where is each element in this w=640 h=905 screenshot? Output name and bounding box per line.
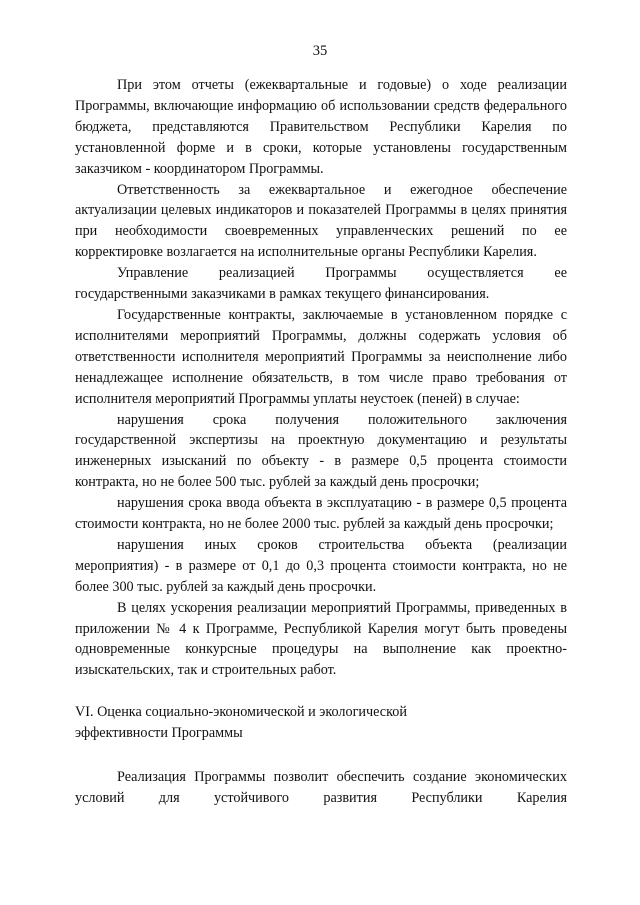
paragraph-violation-expertise: нарушения срока получения положительного заключения государственной экспертизы на проектную документацию и результаты инженерных изысканий по объекту - в размере 0,5 процента стоимости контракта, но не более 500 тыс. рублей за каждый день просрочки; — [75, 411, 567, 491]
section-title — [75, 702, 567, 743]
paragraph-violation-other-terms: нарушения иных сроков строительства объекта (реализации мероприятия) - в размере от 0,1 до 0,3 процента стоимости контракта, но не более 300 тыс. рублей за каждый день просрочки. — [75, 536, 567, 595]
paragraph-closing: Реализация Программы позволит обеспечить создание экономических условий для устойчивого развития Республики Карелия — [75, 769, 567, 807]
paragraph-violation-commissioning: нарушения срока ввода объекта в эксплуатацию - в размере 0,5 процента стоимости контракта, но не более 2000 тыс. рублей за каждый день просрочки; — [75, 495, 567, 533]
paragraph-management: Управление реализацией Программы осуществляется ее государственными заказчиками в рамках текущего финансирования. — [75, 265, 567, 303]
document-body — [75, 75, 567, 809]
paragraph-contracts: Государственные контракты, заключаемые в установленном порядке с исполнителями мероприятий Программы, должны содержать условия об ответственности исполнителя мероприятий Программы за неисполнение либо ненадлежащее исполнение обязательств, в том числе право требования от исполнителя мероприятий Программы уплаты неустоек (пеней) в случае: — [75, 306, 567, 407]
paragraph-reports: При этом отчеты (ежеквартальные и годовые) о ходе реализации Программы, включающие информацию об использовании средств федерального бюджета, представляются Правительством Республики Карелия по установленной форме и в сроки, которые установлены государственным заказчиком - координатором Программы. — [75, 77, 567, 177]
section-title-line-1: VI. Оценка социально-экономической и экологической — [75, 704, 407, 721]
page-number: 35 — [312, 43, 328, 59]
paragraph-acceleration: В целях ускорения реализации мероприятий Программы, приведенных в приложении № 4 к Программе, Республикой Карелия могут быть проведены одновременные конкурсные процедуры на выполнение как проектно-изыскательских, так и строительных работ. — [75, 599, 567, 679]
section-title-line-2: эффективности Программы — [75, 724, 243, 741]
paragraph-responsibility: Ответственность за ежеквартальное и ежегодное обеспечение актуализации целевых индикаторов и показателей Программы в целях принятия при необходимости своевременных управленческих решений по ее корректировке возлагается на исполнительные органы Республики Карелия. — [75, 181, 567, 261]
